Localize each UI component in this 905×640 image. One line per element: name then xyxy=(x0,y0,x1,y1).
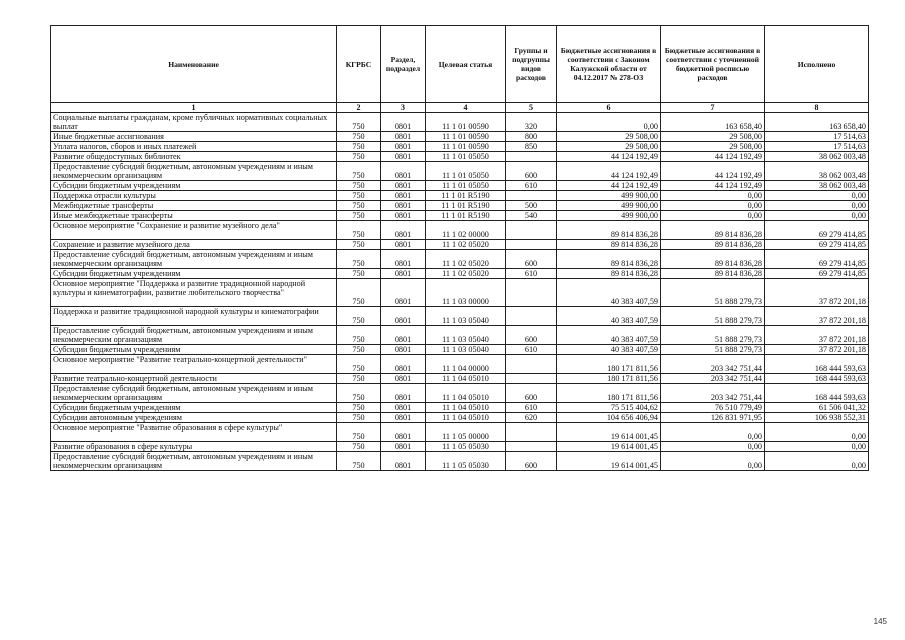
table-row xyxy=(51,355,869,374)
row-executed-amount: 168 444 593,63 xyxy=(765,355,869,374)
row-refined-amount: 0,00 xyxy=(661,191,765,201)
row-refined-amount: 0,00 xyxy=(661,442,765,452)
row-target: 11 1 04 05010 xyxy=(426,374,506,384)
row-expense-type: 610 xyxy=(506,269,557,279)
row-executed-amount: 38 062 003,48 xyxy=(765,162,869,181)
row-section: 0801 xyxy=(381,250,426,269)
row-name: Субсидии бюджетным учреждениям xyxy=(51,403,337,413)
table-row xyxy=(51,162,869,181)
row-target: 11 1 01 00590 xyxy=(426,132,506,142)
row-section: 0801 xyxy=(381,201,426,211)
row-law-amount: 180 171 811,56 xyxy=(557,374,661,384)
row-expense-type xyxy=(506,442,557,452)
row-section: 0801 xyxy=(381,191,426,201)
row-target: 11 1 04 05010 xyxy=(426,384,506,403)
row-name: Основное мероприятие "Поддержка и развитие традиционной народной культуры и кинематографии, развитие любительского творчества" xyxy=(51,279,337,307)
row-law-amount: 499 900,00 xyxy=(557,201,661,211)
row-target: 11 1 04 05010 xyxy=(426,403,506,413)
row-target: 11 1 05 05030 xyxy=(426,442,506,452)
row-expense-type: 610 xyxy=(506,345,557,355)
row-expense-type: 850 xyxy=(506,142,557,152)
row-name: Межбюджетные трансферты xyxy=(51,201,337,211)
header-executed: Исполнено xyxy=(765,26,869,103)
row-refined-amount: 44 124 192,49 xyxy=(661,152,765,162)
row-law-amount: 75 515 404,62 xyxy=(557,403,661,413)
row-section: 0801 xyxy=(381,413,426,423)
row-grbs: 750 xyxy=(337,326,381,345)
row-grbs: 750 xyxy=(337,162,381,181)
row-target: 11 1 04 05010 xyxy=(426,413,506,423)
row-executed-amount: 37 872 201,18 xyxy=(765,307,869,326)
row-name: Иные бюджетные ассигнования xyxy=(51,132,337,142)
header-target: Целевая статья xyxy=(426,26,506,103)
row-expense-type: 610 xyxy=(506,181,557,191)
row-refined-amount: 89 814 836,28 xyxy=(661,250,765,269)
table-body xyxy=(51,113,869,471)
row-law-amount: 19 614 001,45 xyxy=(557,423,661,442)
row-refined-amount: 126 831 971,95 xyxy=(661,413,765,423)
row-section: 0801 xyxy=(381,162,426,181)
row-name: Уплата налогов, сборов и иных платежей xyxy=(51,142,337,152)
row-name: Субсидии бюджетным учреждениям xyxy=(51,269,337,279)
row-executed-amount: 38 062 003,48 xyxy=(765,181,869,191)
row-law-amount: 44 124 192,49 xyxy=(557,181,661,191)
table-row xyxy=(51,442,869,452)
row-grbs: 750 xyxy=(337,374,381,384)
row-executed-amount: 0,00 xyxy=(765,423,869,442)
row-grbs: 750 xyxy=(337,413,381,423)
row-name: Поддержка и развитие традиционной народной культуры и кинематографии xyxy=(51,307,337,326)
row-executed-amount: 17 514,63 xyxy=(765,142,869,152)
table-row xyxy=(51,201,869,211)
column-number: 2 xyxy=(337,103,381,113)
row-expense-type: 600 xyxy=(506,250,557,269)
row-refined-amount: 203 342 751,44 xyxy=(661,355,765,374)
row-expense-type xyxy=(506,423,557,442)
row-expense-type: 610 xyxy=(506,403,557,413)
row-name: Предоставление субсидий бюджетным, автономным учреждениям и иным некоммерческим организациям xyxy=(51,162,337,181)
row-refined-amount: 163 658,40 xyxy=(661,113,765,132)
row-executed-amount: 69 279 414,85 xyxy=(765,240,869,250)
table-row xyxy=(51,384,869,403)
row-refined-amount: 29 508,00 xyxy=(661,132,765,142)
row-target: 11 1 02 05020 xyxy=(426,250,506,269)
row-law-amount: 19 614 001,45 xyxy=(557,442,661,452)
row-expense-type xyxy=(506,355,557,374)
row-name: Развитие общедоступных библиотек xyxy=(51,152,337,162)
row-name: Предоставление субсидий бюджетным, автономным учреждениям и иным некоммерческим организациям xyxy=(51,326,337,345)
row-grbs: 750 xyxy=(337,269,381,279)
row-name: Сохранение и развитие музейного дела xyxy=(51,240,337,250)
row-expense-type xyxy=(506,240,557,250)
table-row xyxy=(51,279,869,307)
row-grbs: 750 xyxy=(337,211,381,221)
row-target: 11 1 02 00000 xyxy=(426,221,506,240)
header-law: Бюджетные ассигнования в соответствии с Законом Калужской области от 04.12.2017 № 278-ОЗ xyxy=(557,26,661,103)
row-grbs: 750 xyxy=(337,307,381,326)
row-expense-type: 320 xyxy=(506,113,557,132)
row-name: Основное мероприятие "Развитие театрально-концертной деятельности" xyxy=(51,355,337,374)
row-executed-amount: 69 279 414,85 xyxy=(765,221,869,240)
row-executed-amount: 168 444 593,63 xyxy=(765,384,869,403)
row-target: 11 1 03 05040 xyxy=(426,326,506,345)
row-section: 0801 xyxy=(381,113,426,132)
row-target: 11 1 03 00000 xyxy=(426,279,506,307)
table-row xyxy=(51,132,869,142)
row-refined-amount: 203 342 751,44 xyxy=(661,374,765,384)
row-target: 11 1 01 05050 xyxy=(426,181,506,191)
row-law-amount: 40 383 407,59 xyxy=(557,345,661,355)
row-name: Субсидии бюджетным учреждениям xyxy=(51,181,337,191)
row-grbs: 750 xyxy=(337,181,381,191)
row-name: Развитие образования в сфере культуры xyxy=(51,442,337,452)
row-name: Предоставление субсидий бюджетным, автономным учреждениям и иным некоммерческим организациям xyxy=(51,452,337,471)
page-number: 145 xyxy=(873,617,887,626)
row-name: Иные межбюджетные трансферты xyxy=(51,211,337,221)
row-law-amount: 89 814 836,28 xyxy=(557,240,661,250)
row-name: Социальные выплаты гражданам, кроме публичных нормативных социальных выплат xyxy=(51,113,337,132)
row-grbs: 750 xyxy=(337,423,381,442)
row-grbs: 750 xyxy=(337,452,381,471)
row-section: 0801 xyxy=(381,384,426,403)
column-number: 7 xyxy=(661,103,765,113)
row-grbs: 750 xyxy=(337,132,381,142)
row-target: 11 1 05 05030 xyxy=(426,452,506,471)
row-grbs: 750 xyxy=(337,113,381,132)
row-law-amount: 180 171 811,56 xyxy=(557,384,661,403)
table-row xyxy=(51,221,869,240)
row-target: 11 1 04 00000 xyxy=(426,355,506,374)
row-grbs: 750 xyxy=(337,442,381,452)
row-executed-amount: 17 514,63 xyxy=(765,132,869,142)
row-executed-amount: 37 872 201,18 xyxy=(765,279,869,307)
row-law-amount: 44 124 192,49 xyxy=(557,162,661,181)
row-expense-type: 500 xyxy=(506,201,557,211)
row-grbs: 750 xyxy=(337,142,381,152)
row-section: 0801 xyxy=(381,452,426,471)
row-executed-amount: 168 444 593,63 xyxy=(765,374,869,384)
row-section: 0801 xyxy=(381,279,426,307)
row-executed-amount: 0,00 xyxy=(765,452,869,471)
row-name: Основное мероприятие "Сохранение и развитие музейного дела" xyxy=(51,221,337,240)
row-refined-amount: 89 814 836,28 xyxy=(661,240,765,250)
row-section: 0801 xyxy=(381,403,426,413)
row-section: 0801 xyxy=(381,221,426,240)
row-refined-amount: 44 124 192,49 xyxy=(661,162,765,181)
row-expense-type: 800 xyxy=(506,132,557,142)
row-target: 11 1 01 R5190 xyxy=(426,211,506,221)
row-section: 0801 xyxy=(381,181,426,191)
row-refined-amount: 51 888 279,73 xyxy=(661,326,765,345)
row-grbs: 750 xyxy=(337,240,381,250)
row-grbs: 750 xyxy=(337,152,381,162)
header-name: Наименование xyxy=(51,26,337,103)
row-executed-amount: 69 279 414,85 xyxy=(765,250,869,269)
row-executed-amount: 0,00 xyxy=(765,211,869,221)
row-expense-type: 600 xyxy=(506,384,557,403)
row-law-amount: 104 656 406,94 xyxy=(557,413,661,423)
table-row xyxy=(51,345,869,355)
table-row xyxy=(51,374,869,384)
row-target: 11 1 01 R5190 xyxy=(426,191,506,201)
row-grbs: 750 xyxy=(337,384,381,403)
row-grbs: 750 xyxy=(337,191,381,201)
row-expense-type xyxy=(506,307,557,326)
row-name: Развитие театрально-концертной деятельности xyxy=(51,374,337,384)
table-row xyxy=(51,113,869,132)
column-number: 4 xyxy=(426,103,506,113)
row-refined-amount: 51 888 279,73 xyxy=(661,345,765,355)
row-name: Поддержка отрасли культуры xyxy=(51,191,337,201)
row-refined-amount: 51 888 279,73 xyxy=(661,307,765,326)
row-target: 11 1 02 05020 xyxy=(426,269,506,279)
row-expense-type xyxy=(506,152,557,162)
table-row xyxy=(51,240,869,250)
row-refined-amount: 89 814 836,28 xyxy=(661,269,765,279)
row-executed-amount: 37 872 201,18 xyxy=(765,345,869,355)
column-number-row xyxy=(51,103,869,113)
row-expense-type xyxy=(506,191,557,201)
row-law-amount: 499 900,00 xyxy=(557,191,661,201)
row-executed-amount: 0,00 xyxy=(765,201,869,211)
budget-table xyxy=(50,25,869,471)
row-refined-amount: 51 888 279,73 xyxy=(661,279,765,307)
row-expense-type: 540 xyxy=(506,211,557,221)
row-target: 11 1 05 00000 xyxy=(426,423,506,442)
row-law-amount: 40 383 407,59 xyxy=(557,307,661,326)
row-law-amount: 180 171 811,56 xyxy=(557,355,661,374)
row-law-amount: 89 814 836,28 xyxy=(557,221,661,240)
row-executed-amount: 106 938 552,31 xyxy=(765,413,869,423)
row-refined-amount: 44 124 192,49 xyxy=(661,181,765,191)
table-row xyxy=(51,452,869,471)
row-expense-type xyxy=(506,279,557,307)
row-name: Предоставление субсидий бюджетным, автономным учреждениям и иным некоммерческим организациям xyxy=(51,250,337,269)
row-target: 11 1 03 05040 xyxy=(426,345,506,355)
row-target: 11 1 01 00590 xyxy=(426,113,506,132)
row-section: 0801 xyxy=(381,152,426,162)
row-name: Субсидии бюджетным учреждениям xyxy=(51,345,337,355)
row-grbs: 750 xyxy=(337,221,381,240)
row-law-amount: 44 124 192,49 xyxy=(557,152,661,162)
row-section: 0801 xyxy=(381,355,426,374)
row-target: 11 1 03 05040 xyxy=(426,307,506,326)
table-row xyxy=(51,191,869,201)
row-expense-type xyxy=(506,221,557,240)
row-expense-type: 600 xyxy=(506,326,557,345)
column-number: 6 xyxy=(557,103,661,113)
row-executed-amount: 0,00 xyxy=(765,442,869,452)
column-number: 3 xyxy=(381,103,426,113)
table-row xyxy=(51,142,869,152)
row-refined-amount: 0,00 xyxy=(661,423,765,442)
row-section: 0801 xyxy=(381,442,426,452)
row-executed-amount: 0,00 xyxy=(765,191,869,201)
table-row xyxy=(51,403,869,413)
row-section: 0801 xyxy=(381,132,426,142)
row-law-amount: 40 383 407,59 xyxy=(557,326,661,345)
header-section: Раздел, подраздел xyxy=(381,26,426,103)
row-target: 11 1 01 05050 xyxy=(426,152,506,162)
row-executed-amount: 163 658,40 xyxy=(765,113,869,132)
row-section: 0801 xyxy=(381,307,426,326)
header-groups: Группы и подгруппы видов расходов xyxy=(506,26,557,103)
row-law-amount: 89 814 836,28 xyxy=(557,269,661,279)
row-section: 0801 xyxy=(381,142,426,152)
row-refined-amount: 0,00 xyxy=(661,211,765,221)
row-grbs: 750 xyxy=(337,355,381,374)
row-refined-amount: 29 508,00 xyxy=(661,142,765,152)
row-section: 0801 xyxy=(381,211,426,221)
row-law-amount: 89 814 836,28 xyxy=(557,250,661,269)
table-row xyxy=(51,326,869,345)
row-grbs: 750 xyxy=(337,345,381,355)
row-refined-amount: 0,00 xyxy=(661,201,765,211)
table-row xyxy=(51,413,869,423)
table-row xyxy=(51,211,869,221)
row-name: Основное мероприятие "Развитие образования в сфере культуры" xyxy=(51,423,337,442)
row-refined-amount: 203 342 751,44 xyxy=(661,384,765,403)
row-expense-type: 600 xyxy=(506,452,557,471)
row-grbs: 750 xyxy=(337,250,381,269)
row-executed-amount: 37 872 201,18 xyxy=(765,326,869,345)
table-row xyxy=(51,181,869,191)
row-law-amount: 499 900,00 xyxy=(557,211,661,221)
row-refined-amount: 0,00 xyxy=(661,452,765,471)
row-target: 11 1 02 05020 xyxy=(426,240,506,250)
row-expense-type: 600 xyxy=(506,162,557,181)
column-number: 5 xyxy=(506,103,557,113)
table-row xyxy=(51,250,869,269)
row-law-amount: 0,00 xyxy=(557,113,661,132)
row-target: 11 1 01 R5190 xyxy=(426,201,506,211)
row-executed-amount: 61 506 041,32 xyxy=(765,403,869,413)
header-refined: Бюджетные ассигнования в соответствии с уточненной бюджетной росписью расходов xyxy=(661,26,765,103)
row-grbs: 750 xyxy=(337,403,381,413)
row-law-amount: 40 383 407,59 xyxy=(557,279,661,307)
row-expense-type xyxy=(506,374,557,384)
row-grbs: 750 xyxy=(337,201,381,211)
column-number: 1 xyxy=(51,103,337,113)
row-section: 0801 xyxy=(381,240,426,250)
table-row xyxy=(51,152,869,162)
header-row xyxy=(51,26,869,103)
row-law-amount: 29 508,00 xyxy=(557,142,661,152)
row-target: 11 1 01 00590 xyxy=(426,142,506,152)
row-section: 0801 xyxy=(381,423,426,442)
row-section: 0801 xyxy=(381,374,426,384)
row-section: 0801 xyxy=(381,269,426,279)
row-law-amount: 29 508,00 xyxy=(557,132,661,142)
header-grbs: КГРБС xyxy=(337,26,381,103)
row-grbs: 750 xyxy=(337,279,381,307)
row-name: Предоставление субсидий бюджетным, автономным учреждениям и иным некоммерческим организациям xyxy=(51,384,337,403)
row-law-amount: 19 614 001,45 xyxy=(557,452,661,471)
row-executed-amount: 38 062 003,48 xyxy=(765,152,869,162)
column-number: 8 xyxy=(765,103,869,113)
row-section: 0801 xyxy=(381,326,426,345)
row-section: 0801 xyxy=(381,345,426,355)
row-refined-amount: 76 510 779,49 xyxy=(661,403,765,413)
row-executed-amount: 69 279 414,85 xyxy=(765,269,869,279)
table-row xyxy=(51,423,869,442)
table-row xyxy=(51,269,869,279)
row-target: 11 1 01 05050 xyxy=(426,162,506,181)
table-row xyxy=(51,307,869,326)
row-expense-type: 620 xyxy=(506,413,557,423)
row-name: Субсидии автономным учреждениям xyxy=(51,413,337,423)
row-refined-amount: 89 814 836,28 xyxy=(661,221,765,240)
